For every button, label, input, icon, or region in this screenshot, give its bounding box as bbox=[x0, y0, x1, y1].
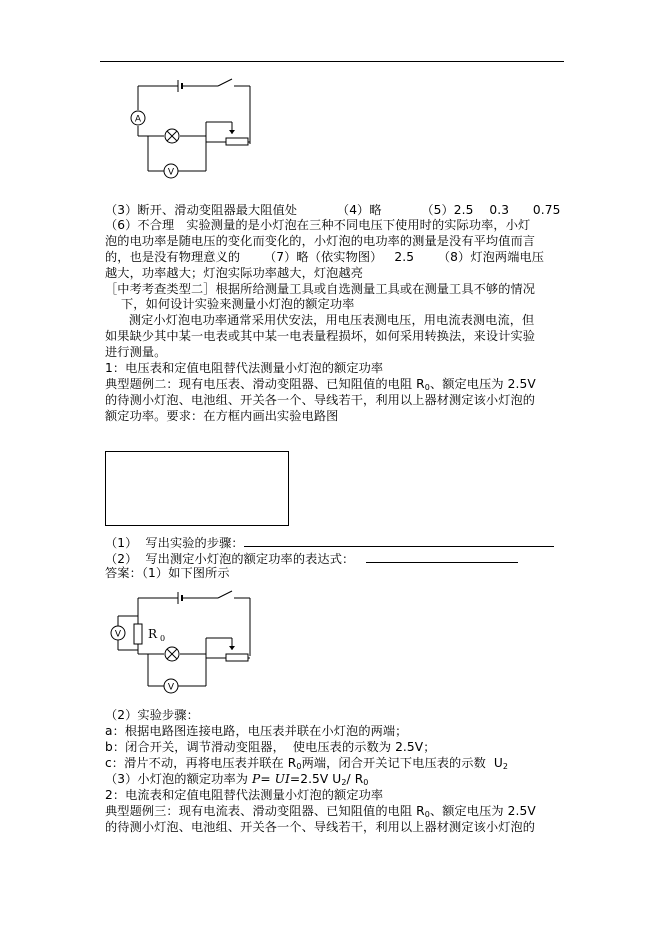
answer-blank-1[interactable] bbox=[244, 534, 554, 547]
answer-line-4: 的，也是没有物理意义的 （7）略（依实物图） 2.5 （8）灯泡两端电压 bbox=[105, 250, 545, 264]
example-2-line-3: 额定功率。要求：在方框内画出实验电路图 bbox=[105, 409, 339, 423]
intro-line-1: 测定小灯泡电功率通常采用伏安法，用电压表测电压，用电流表测电流，但 bbox=[105, 313, 535, 327]
method-1-heading: 1：电压表和定值电阻替代法测量小灯泡的额定功率 bbox=[105, 361, 384, 375]
steps-heading: （2）实验步骤： bbox=[105, 708, 199, 722]
section-heading-type2-cont: 下，如何设计实验来测量小灯泡的额定功率 bbox=[121, 297, 355, 311]
circuit-diagram-2 bbox=[104, 586, 264, 698]
question-1: （1） 写出实验的步骤： bbox=[105, 534, 554, 551]
resistor-label: R bbox=[148, 627, 158, 641]
step-c: c：滑片不动，再将电压表并联在 $R_0$两端，闭合开关记下电压表的示数 $U_2$ bbox=[105, 756, 509, 771]
step-b: b：闭合开关，调节滑动变阻器， 使电压表的示数为 2.5V； bbox=[105, 740, 436, 754]
intro-line-2: 如果缺少其中某一电表或其中某一电表量程损坏，如何采用转换法，来设计实验 bbox=[105, 329, 536, 343]
circuit-diagram-1 bbox=[128, 74, 258, 186]
ammeter-label: A bbox=[134, 114, 142, 125]
answer-line-2: （6）不合理 实验测量的是小灯泡在三种不同电压下使用时的实际功率，小灯 bbox=[105, 218, 531, 232]
example-2-line-1: 典型题例二：现有电压表、滑动变阻器、已知阻值的电阻 $R_0$、额定电压为 2.5V bbox=[105, 377, 536, 392]
question-2: （2） 写出测定小灯泡的额定功率的表达式： bbox=[105, 550, 518, 567]
method-2-heading: 2：电流表和定值电阻替代法测量小灯泡的额定功率 bbox=[105, 788, 384, 802]
answer-heading: 答案：（1）如下图所示 bbox=[105, 566, 230, 580]
intro-line-3: 进行测量。 bbox=[105, 345, 167, 359]
answer-line-5: 越大，功率越大；灯泡实际功率越大，灯泡越亮 bbox=[105, 266, 364, 280]
answer-line-3: 泡的电功率是随电压的变化而变化的，小灯泡的电功率的测量是没有平均值而言 bbox=[105, 234, 536, 248]
voltmeter-label: V bbox=[167, 167, 175, 178]
answer-line-1: （3）断开、滑动变阻器最大阻值处 （4）略 （5）2.5 0.3 0.75 bbox=[105, 203, 561, 217]
circuit-drawing-box bbox=[105, 451, 289, 526]
section-heading-type2: ［中考考查类型二］根据所给测量工具或自选测量工具或在测量工具不够的情况 bbox=[105, 282, 536, 296]
voltmeter-bottom-label: V bbox=[167, 682, 175, 693]
rated-power-formula: （3）小灯泡的额定功率为 P= UI=2.5V $U_2/$ $R_0$ bbox=[105, 772, 369, 787]
example-3-line-2: 的待测小灯泡、电池组、开关各一个、导线若干，利用以上器材测定该小灯泡的 bbox=[105, 820, 536, 834]
step-a: a：根据电路图连接电路，电压表并联在小灯泡的两端； bbox=[105, 724, 408, 738]
example-2-line-2: 的待测小灯泡、电池组、开关各一个、导线若干，利用以上器材测定该小灯泡的 bbox=[105, 393, 536, 407]
resistor-subscript: 0 bbox=[160, 634, 166, 643]
voltmeter-left-label: V bbox=[114, 629, 122, 640]
answer-blank-2[interactable] bbox=[366, 550, 518, 563]
example-3-line-1: 典型题例三：现有电流表、滑动变阻器、已知阻值的电阻 $R_0$、额定电压为 2.5V bbox=[105, 804, 536, 819]
header-rule bbox=[100, 61, 564, 62]
